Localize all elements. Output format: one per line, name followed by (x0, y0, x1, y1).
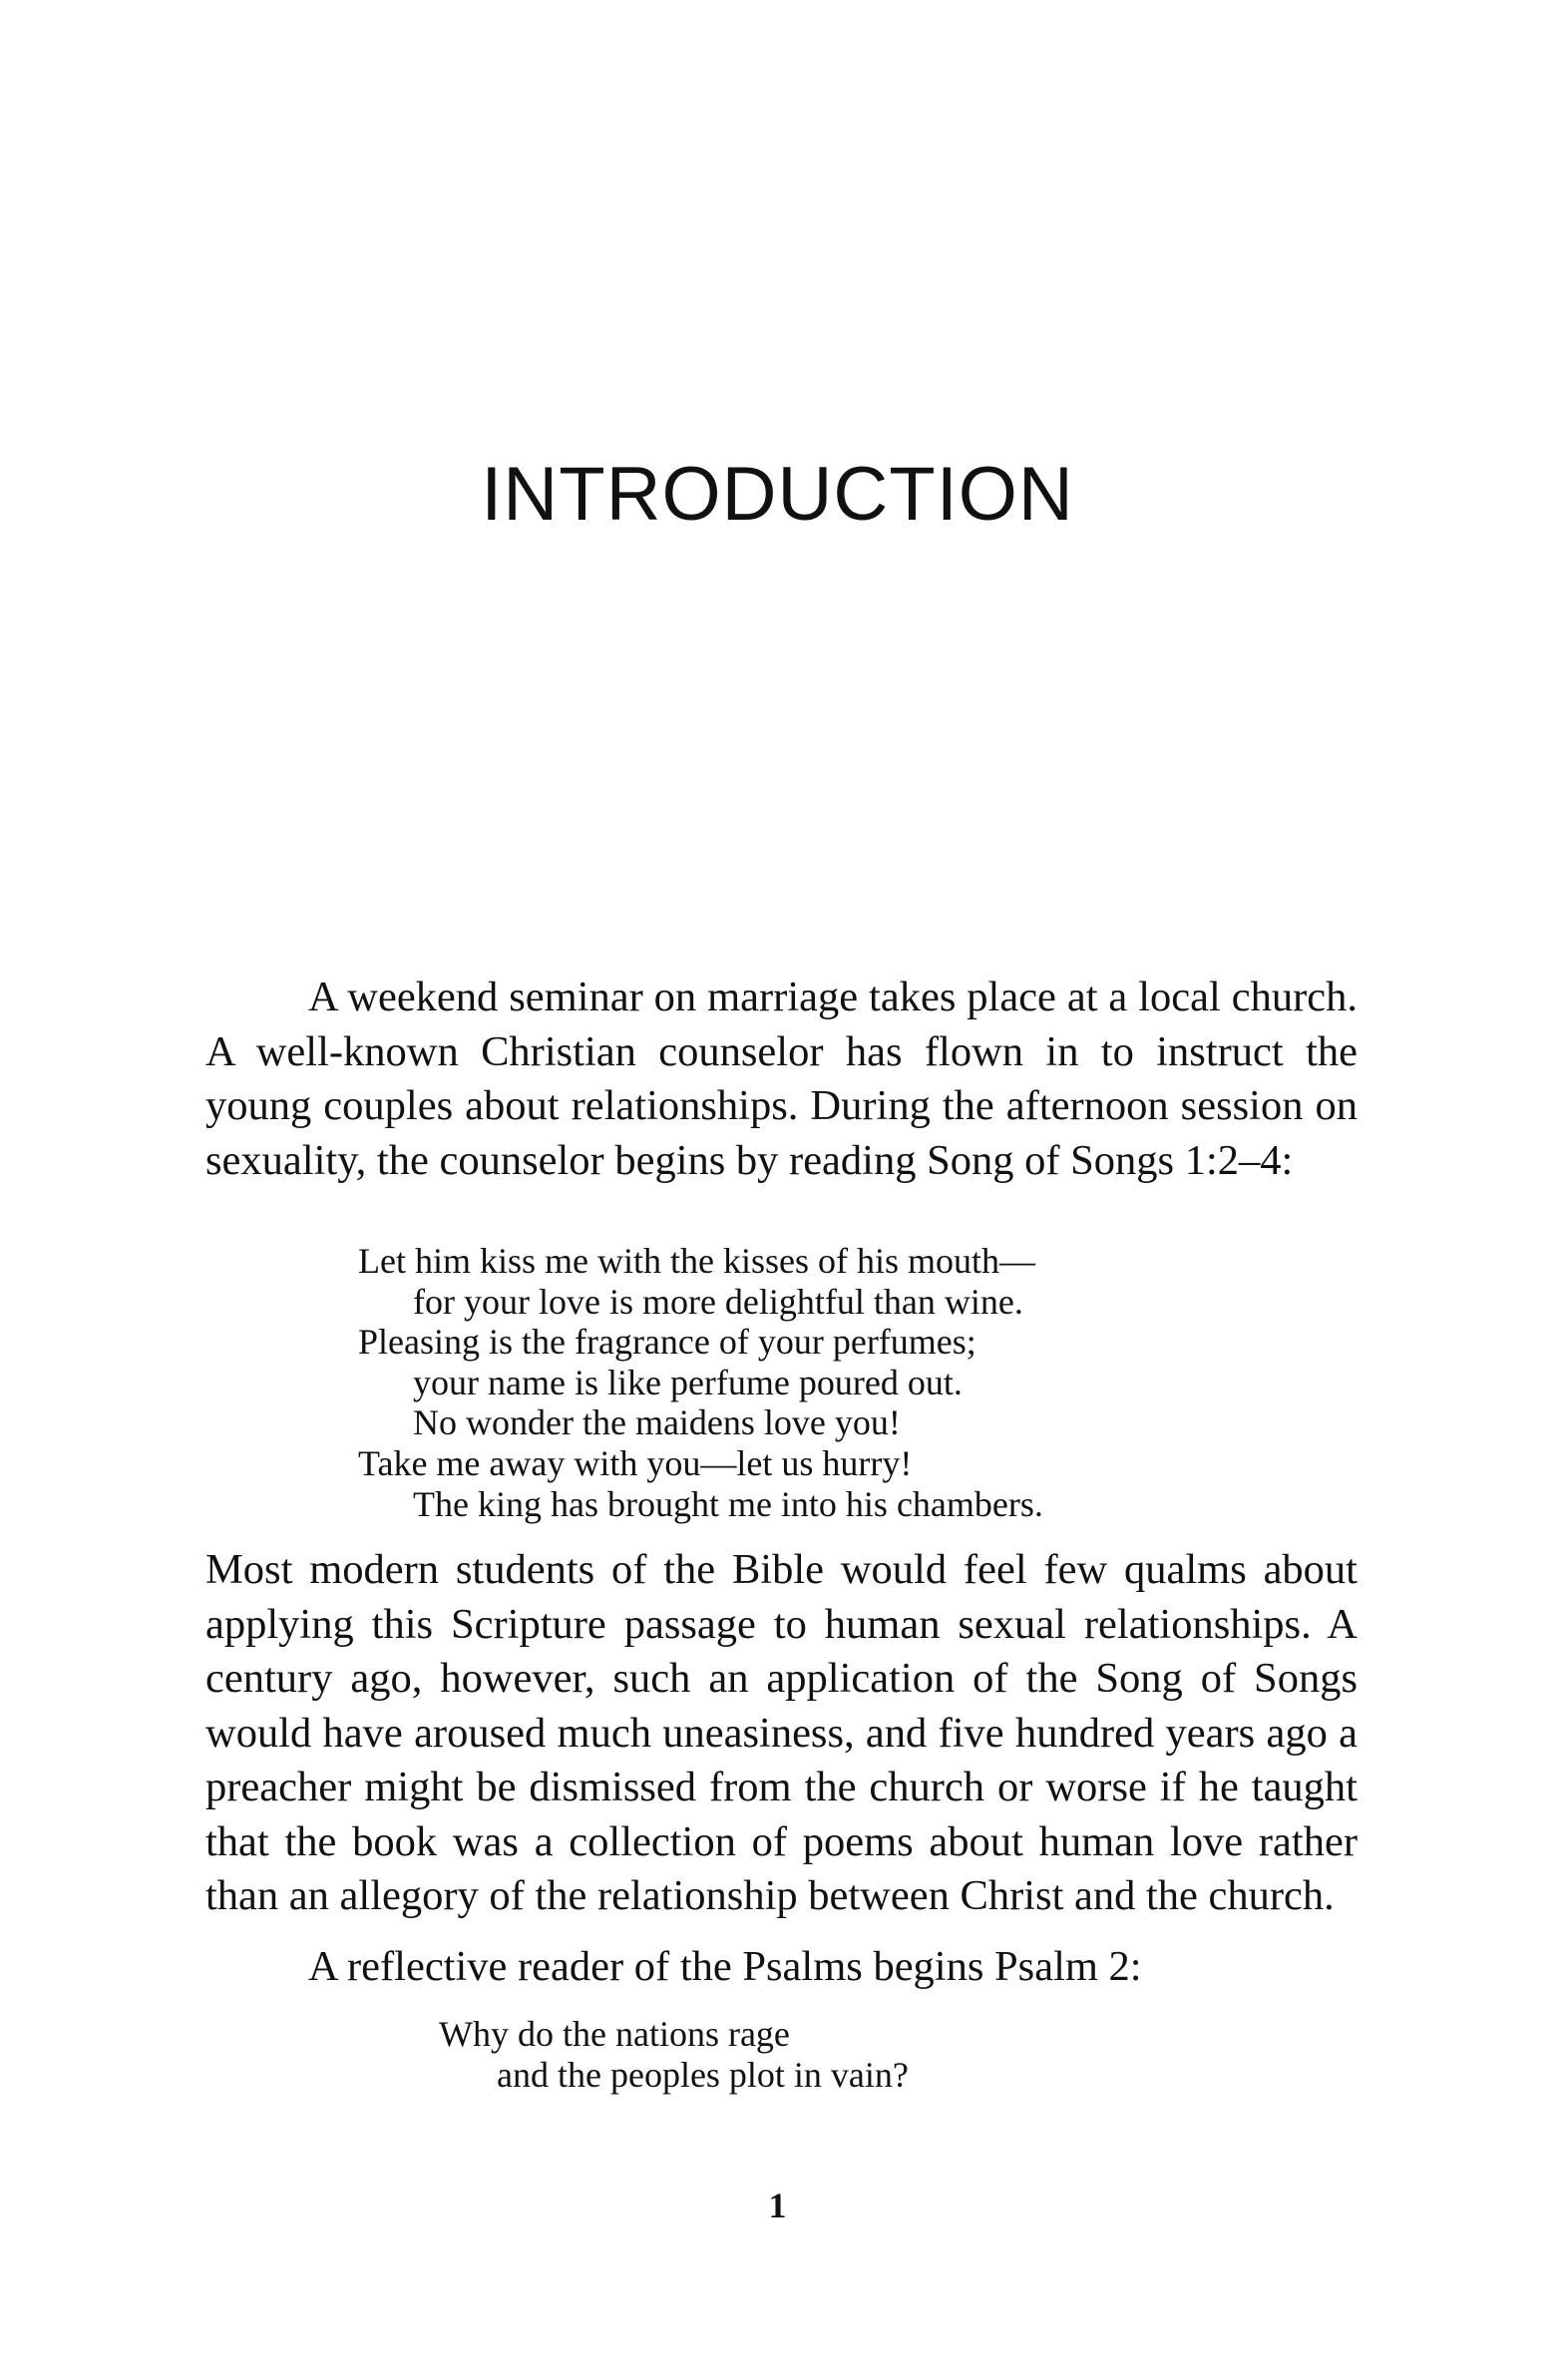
page-number: 1 (768, 2185, 787, 2225)
paragraph-seminar: A weekend seminar on marriage takes place at a local church. A well-known Christian counselor has flown in to instruct the young couples about relationships. During the afternoon session on sexuality, the counselor begins by reading Song of Songs 1:2–4: (205, 974, 1358, 1184)
verse-line: No wonder the maidens love you! (413, 1402, 901, 1443)
verse-line: Take me away with you—let us hurry! (358, 1442, 913, 1483)
verse-line: for your love is more delightful than wine. (413, 1281, 1023, 1322)
verse-line: Why do the nations rage (439, 2014, 790, 2054)
verse-line: Pleasing is the fragrance of your perfumes; (358, 1322, 976, 1363)
scripture-quote-song-of-songs (358, 1241, 1043, 1524)
chapter-title: INTRODUCTION (481, 452, 1074, 537)
paragraph-psalms: A reflective reader of the Psalms begins Psalm 2: (308, 1943, 1142, 1990)
scripture-quote-psalm-2 (439, 2014, 909, 2095)
paragraph-modern-students: Most modern students of the Bible would feel few qualms about applying this Scripture passage to human sexual relationships. A century ago, however, such an application of the Song of Songs would have aroused much uneasiness, and five hundred years ago a preacher might be dismissed from the church or worse if he taught that the book was a collection of poems about human love rather than an allegory of the relationship between Christ and the church. (205, 1546, 1358, 1919)
verse-line: Let him kiss me with the kisses of his mouth— (358, 1241, 1035, 1281)
verse-line: and the peoples plot in vain? (497, 2054, 909, 2095)
verse-line: your name is like perfume poured out. (413, 1362, 963, 1402)
verse-line: The king has brought me into his chambers. (413, 1483, 1043, 1524)
